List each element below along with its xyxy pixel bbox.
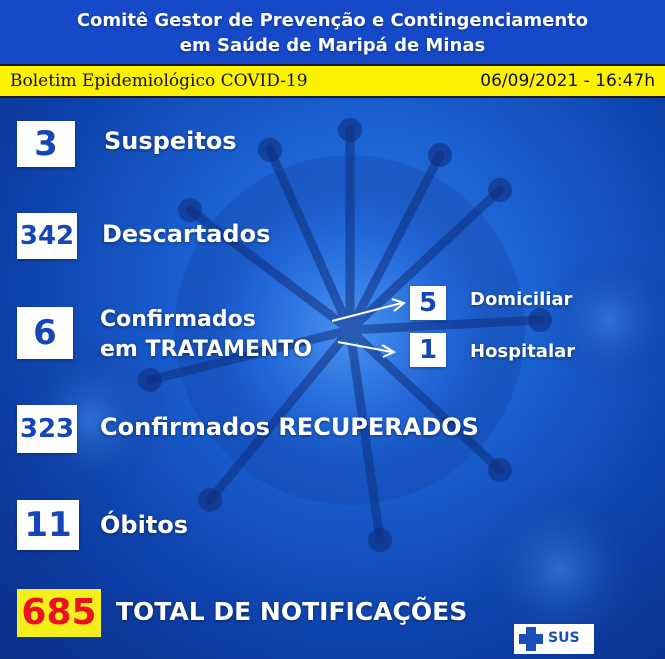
recuperados-count: 323 [17,405,77,453]
total-count: 685 [17,589,101,637]
arrow-to-domiciliar-icon [330,295,410,325]
domiciliar-count: 5 [410,286,446,320]
total-label: TOTAL DE NOTIFICAÇÕES [116,597,468,626]
committee-header [0,0,665,64]
suspeitos-label: Suspeitos [104,127,237,155]
tratamento-label-2: em TRATAMENTO [100,337,313,362]
obitos-label: Óbitos [100,511,189,539]
cross-icon [516,624,546,654]
sus-logo-text: SUS [548,630,580,646]
sus-logo [514,624,594,654]
domiciliar-label: Domiciliar [470,289,573,310]
tratamento-count: 6 [17,307,73,359]
bulletin-bar [0,64,665,98]
tratamento-label-1: Confirmados [100,307,256,332]
suspeitos-count: 3 [17,121,75,167]
arrow-to-hospitalar-icon [336,336,398,360]
header-line-1: Comitê Gestor de Prevenção e Contingenciamento [76,10,589,31]
descartados-label: Descartados [102,220,271,248]
bulletin-datetime: 06/09/2021 - 16:47h [480,71,655,91]
hospitalar-count: 1 [410,333,446,367]
hospitalar-label: Hospitalar [470,341,576,362]
descartados-count: 342 [17,213,77,259]
recuperados-label: Confirmados RECUPERADOS [100,413,479,441]
obitos-count: 11 [17,500,79,550]
bulletin-title: Boletim Epidemiológico COVID-19 [10,71,308,91]
header-line-2: em Saúde de Maripá de Minas [179,35,486,56]
